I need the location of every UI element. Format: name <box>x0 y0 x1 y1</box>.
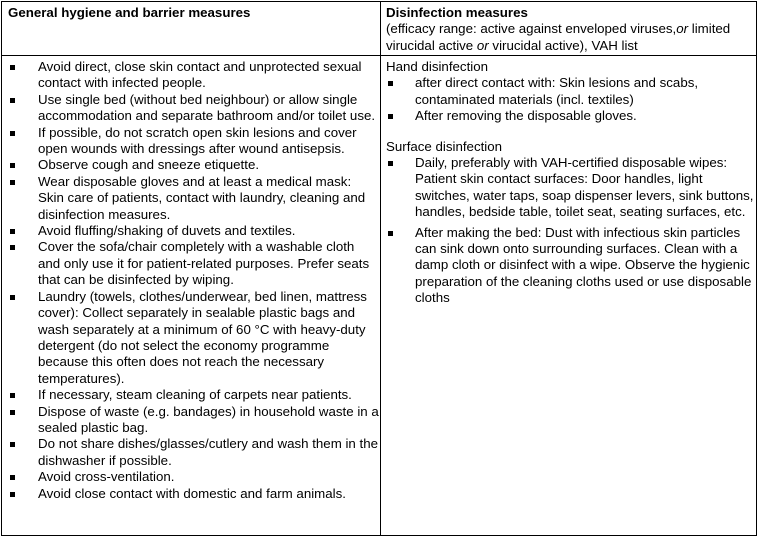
list-item <box>8 59 380 92</box>
list-item-text: Avoid direct, close skin contact and unprotected sexual contact with infected people. <box>38 59 362 91</box>
list-item <box>386 108 756 124</box>
right-header-subtitle <box>386 21 754 54</box>
subtitle-part: limited virucidal active <box>386 21 731 53</box>
hand-disinfection-section <box>386 59 756 125</box>
list-item <box>8 223 380 239</box>
list-item-text: Dispose of waste (e.g. bandages) in household waste in a sealed plastic bag. <box>38 403 379 435</box>
bullet-icon <box>10 475 15 480</box>
subtitle-part: (efficacy range: active against enveloped viruses, <box>386 21 677 37</box>
bullet-icon <box>10 295 15 300</box>
list-item-text: After making the bed: Dust with infectious skin particles can sink down onto surrounding surfaces. Clean with a damp cloth or disinfect with a wipe. Observe the hygienic preparation of the cleaning cloths used or use disposable cloths <box>415 224 752 306</box>
bullet-icon <box>10 163 15 168</box>
list-item <box>8 469 380 485</box>
list-item <box>8 387 380 403</box>
list-item-text: Cover the sofa/chair completely with a washable cloth and only use it for patient-related purposes. Prefer seats that can be disinfected by wiping. <box>38 239 370 288</box>
subtitle-part: virucidal active), VAH list <box>488 37 638 53</box>
list-item <box>8 289 380 387</box>
list-item-text: After removing the disposable gloves. <box>415 108 637 124</box>
list-item-text: Avoid close contact with domestic and farm animals. <box>38 485 346 501</box>
list-item <box>8 486 380 502</box>
bullet-icon <box>10 229 15 234</box>
list-item <box>8 436 380 469</box>
disinfection-measures-cell <box>386 59 756 307</box>
bullet-icon <box>388 114 393 119</box>
left-column-header: General hygiene and barrier measures <box>8 5 251 20</box>
list-item <box>8 125 380 158</box>
list-item <box>8 92 380 125</box>
bullet-icon <box>10 65 15 70</box>
list-item-text: after direct contact with: Skin lesions and scabs, contaminated materials (incl. textiles) <box>415 75 699 107</box>
list-item-text: Wear disposable gloves and at least a medical mask: Skin care of patients, contact with laundry, cleaning and disinfection measures. <box>38 173 366 222</box>
section-spacer <box>386 125 756 139</box>
bullet-icon <box>10 393 15 398</box>
right-column-header <box>386 5 754 54</box>
surface-disinfection-section <box>386 139 756 307</box>
subtitle-part: or <box>676 21 689 37</box>
bullet-icon <box>10 492 15 497</box>
right-header-title: Disinfection measures <box>386 5 528 20</box>
column-divider <box>380 2 381 535</box>
bullet-icon <box>388 161 393 166</box>
list-item <box>8 404 380 437</box>
list-item <box>8 174 380 223</box>
bullet-icon <box>10 131 15 136</box>
bullet-icon <box>388 231 393 236</box>
list-item-text: Observe cough and sneeze etiquette. <box>38 157 260 173</box>
hygiene-measures-table <box>1 1 757 536</box>
bullet-icon <box>10 98 15 103</box>
header-divider <box>2 55 756 56</box>
surface-disinfection-list <box>386 155 756 307</box>
list-item <box>386 75 756 108</box>
bullet-icon <box>10 410 15 415</box>
list-item <box>386 155 756 221</box>
list-item <box>386 225 756 307</box>
general-hygiene-list <box>8 59 380 502</box>
list-item-text: If necessary, steam cleaning of carpets near patients. <box>38 387 352 403</box>
list-item <box>8 157 380 173</box>
list-item-text: Avoid cross-ventilation. <box>38 469 175 485</box>
list-item-text: Do not share dishes/glasses/cutlery and wash them in the dishwasher if possible. <box>38 436 378 468</box>
bullet-icon <box>10 442 15 447</box>
bullet-icon <box>10 180 15 185</box>
bullet-icon <box>10 245 15 250</box>
general-hygiene-list-cell <box>8 59 380 502</box>
section-title: Hand disinfection <box>386 59 489 74</box>
list-item <box>8 239 380 288</box>
section-title: Surface disinfection <box>386 138 503 154</box>
list-item-text: Laundry (towels, clothes/underwear, bed linen, mattress cover): Collect separately in sealable plastic bags and wash separately at a minimum of 60 °C with heavy-duty detergent (do not select the economy programme because this often does not reach the necessary temperatures). <box>38 288 367 386</box>
list-item-text: If possible, do not scratch open skin lesions and cover open wounds with dressings after wound antisepsis. <box>38 124 357 157</box>
list-item-text: Use single bed (without bed neighbour) or allow single accommodation and separate bathroom and/or toilet use. <box>38 91 376 124</box>
subtitle-part: or <box>476 37 489 53</box>
bullet-icon <box>388 81 393 86</box>
list-item-text: Avoid fluffing/shaking of duvets and textiles. <box>38 223 296 239</box>
list-item-text: Daily, preferably with VAH-certified disposable wipes: Patient skin contact surfaces: Door handles, light switches, water taps, soap dispenser levers, sink buttons, handles, bedside table, toilet seat, seating surfaces, etc. <box>415 155 754 220</box>
hand-disinfection-list <box>386 75 756 124</box>
